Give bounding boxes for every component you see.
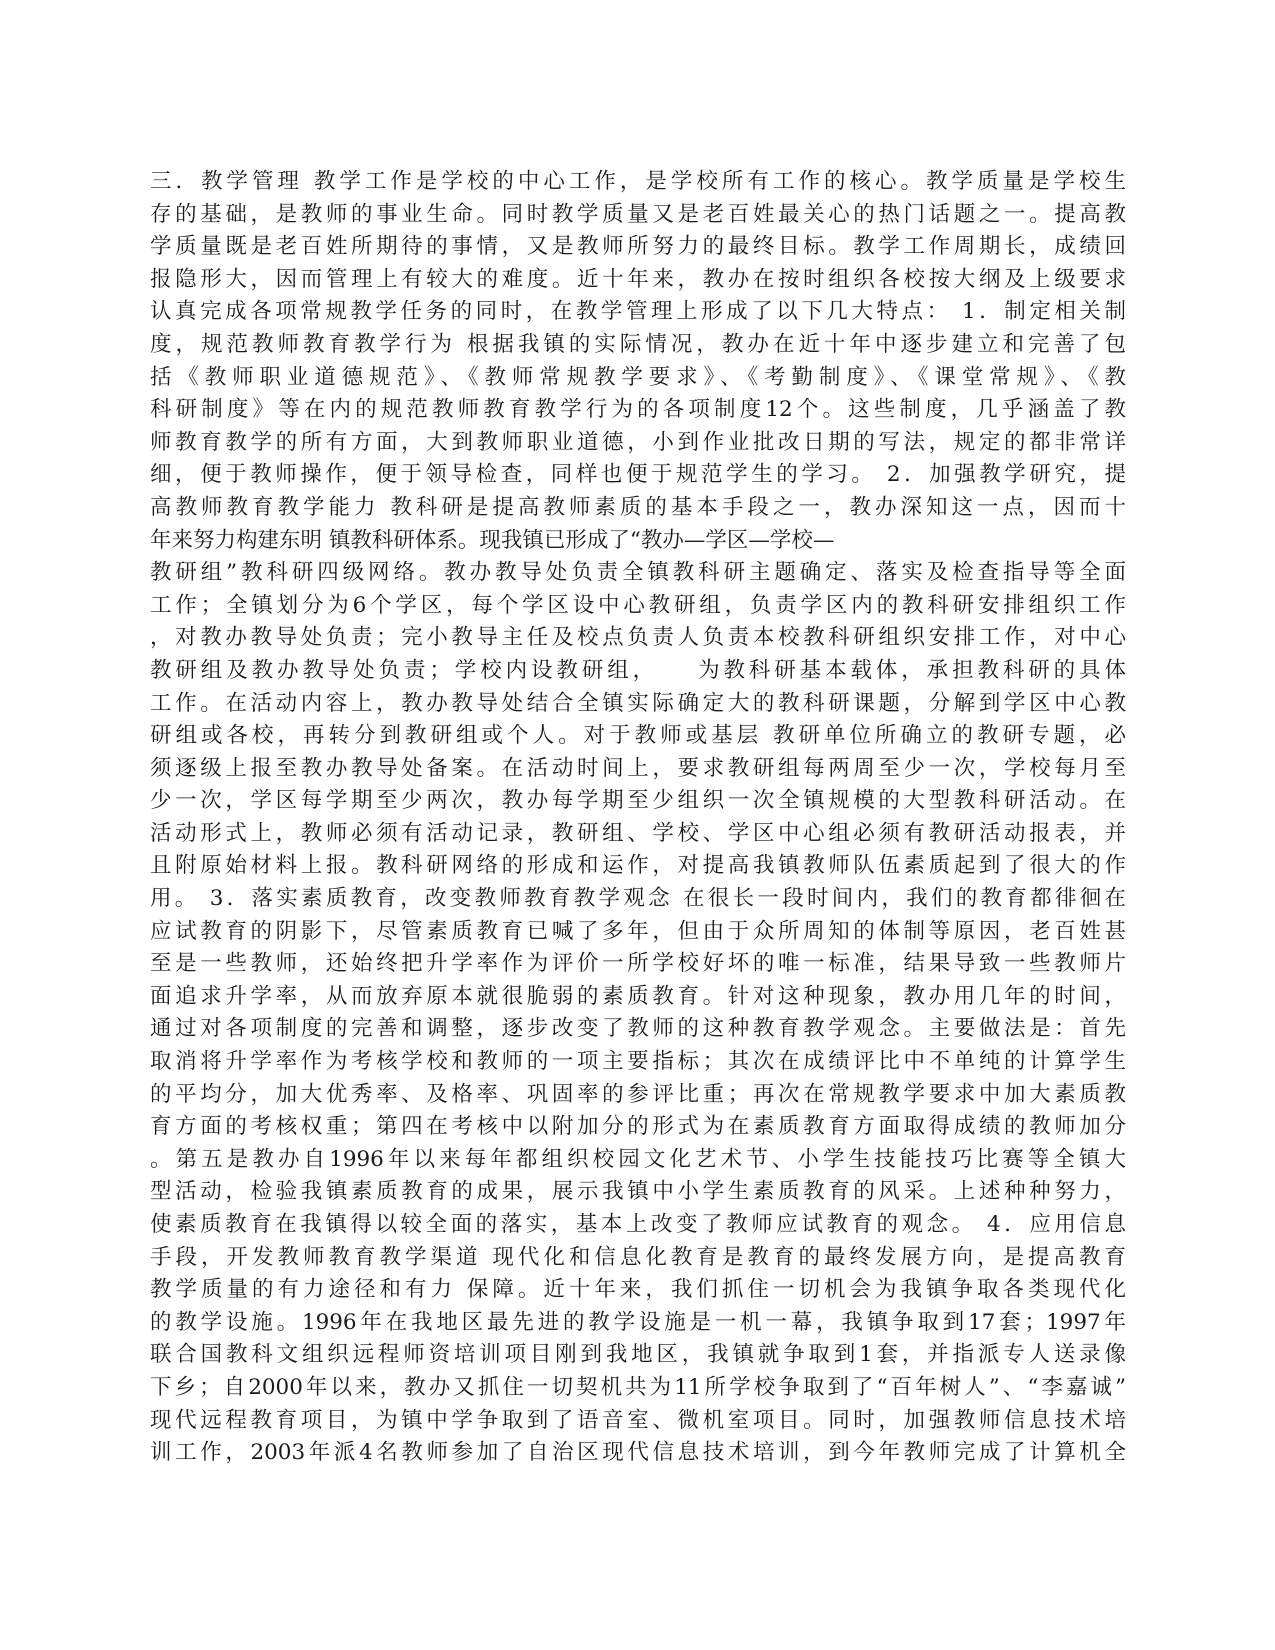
- text-line: 括《教师职业道德规范》、《教师常规教学要求》、《考勤制度》、《课堂常规》、《教: [150, 364, 1126, 390]
- text-line: 的教学设施。1996年在我地区最先进的教学设施是一机一幕，我镇争取到17套；1997年: [150, 1309, 1126, 1335]
- text-line: 师教育教学的所有方面，大到教师职业道德，小到作业批改日期的写法，规定的都非常详: [150, 429, 1126, 455]
- text-line: 须逐级上报至教办教导处备案。在活动时间上，要求教研组每两周至少一次，学校每月至: [150, 755, 1126, 781]
- document-body: [150, 166, 1126, 1470]
- text-line: 联合国教科文组织远程师资培训项目刚到我地区，我镇就争取到1套，并指派专人送录像: [150, 1342, 1126, 1368]
- text-line: 手段，开发教师教育教学渠道 现代化和信息化教育是教育的最终发展方向，是提高教育: [150, 1244, 1126, 1270]
- text-line: 度，规范教师教育教学行为 根据我镇的实际情况，教办在近十年中逐步建立和完善了包: [150, 331, 1126, 357]
- text-line: 研组或各校，再转分到教研组或个人。对于教师或基层 教研单位所确立的教研专题，必: [150, 723, 1126, 749]
- text-line: 细，便于教师操作，便于领导检查，同样也便于规范学生的学习。 2．加强教学研究，提: [150, 462, 1126, 488]
- text-line: 下乡；自2000年以来，教办又抓住一切契机共为11所学校争取到了“百年树人”、“李嘉诚”: [150, 1374, 1126, 1400]
- text-line: 用。 3．落实素质教育，改变教师教育教学观念 在很长一段时间内，我们的教育都徘徊在: [150, 886, 1126, 912]
- text-line: 至是一些教师，还始终把升学率作为评价一所学校好坏的唯一标准，结果导致一些教师片: [150, 951, 1126, 977]
- text-line: 。第五是教办自1996年以来每年都组织校园文化艺术节、小学生技能技巧比赛等全镇大: [150, 1146, 1126, 1172]
- text-line: 年来努力构建东明 镇教科研体系。现我镇已形成了“教办—学区—学校—: [150, 527, 835, 553]
- text-line: 活动形式上，教师必须有活动记录，教研组、学校、学区中心组必须有教研活动报表，并: [150, 820, 1126, 846]
- text-line: 训工作，2003年派4名教师参加了自治区现代信息技术培训，到今年教师完成了计算机全: [150, 1440, 1126, 1466]
- text-line: ，对教办教导处负责；完小教导主任及校点负责人负责本校教科研组织安排工作，对中心: [150, 625, 1126, 651]
- text-line: 型活动，检验我镇素质教育的成果，展示我镇中小学生素质教育的风采。上述种种努力，: [150, 1179, 1126, 1205]
- text-line: 应试教育的阴影下，尽管素质教育已喊了多年，但由于众所周知的体制等原因，老百姓甚: [150, 918, 1126, 944]
- text-line: 取消将升学率作为考核学校和教师的一项主要指标；其次在成绩评比中不单纯的计算学生: [150, 1049, 1126, 1075]
- text-line: 工作。在活动内容上，教办教导处结合全镇实际确定大的教科研课题，分解到学区中心教: [150, 690, 1126, 716]
- text-line: 存的基础，是教师的事业生命。同时教学质量又是老百姓最关心的热门话题之一。提高教: [150, 201, 1126, 227]
- text-line: 通过对各项制度的完善和调整，逐步改变了教师的这种教育教学观念。主要做法是：首先: [150, 1016, 1126, 1042]
- text-line: 工作；全镇划分为6个学区，每个学区设中心教研组，负责学区内的教科研安排组织工作: [150, 592, 1126, 618]
- text-line: 教研组及教办教导处负责；学校内设教研组， 为教科研基本载体，承担教科研的具体: [150, 657, 1126, 683]
- text-line: 且附原始材料上报。教科研网络的形成和运作，对提高我镇教师队伍素质起到了很大的作: [150, 853, 1126, 879]
- text-line: 三．教学管理 教学工作是学校的中心工作，是学校所有工作的核心。教学质量是学校生: [150, 169, 1126, 194]
- text-line: 面追求升学率，从而放弃原本就很脆弱的素质教育。针对这种现象，教办用几年的时间，: [150, 983, 1126, 1009]
- text-line: 科研制度》等在内的规范教师教育教学行为的各项制度12个。这些制度，几乎涵盖了教: [150, 397, 1126, 423]
- text-line: 高教师教育教学能力 教科研是提高教师素质的基本手段之一，教办深知这一点，因而十: [150, 494, 1126, 520]
- text-line: 现代远程教育项目，为镇中学争取到了语音室、微机室项目。同时，加强教师信息技术培: [150, 1407, 1126, 1433]
- text-line: 学质量既是老百姓所期待的事情，又是教师所努力的最终目标。教学工作周期长，成绩回: [150, 234, 1126, 260]
- text-line: 教研组”教科研四级网络。教办教导处负责全镇教科研主题确定、落实及检查指导等全面: [150, 560, 1126, 586]
- text-line: 的平均分，加大优秀率、及格率、巩固率的参评比重；再次在常规教学要求中加大素质教: [150, 1081, 1126, 1107]
- text-line: 育方面的考核权重；第四在考核中以附加分的形式为在素质教育方面取得成绩的教师加分: [150, 1114, 1126, 1140]
- text-line: 少一次，学区每学期至少两次，教办每学期至少组织一次全镇规模的大型教科研活动。在: [150, 788, 1126, 814]
- text-line: 使素质教育在我镇得以较全面的落实，基本上改变了教师应试教育的观念。 4．应用信息: [150, 1212, 1126, 1237]
- text-line: 认真完成各项常规教学任务的同时，在教学管理上形成了以下几大特点： 1．制定相关制: [150, 299, 1126, 325]
- text-line: 报隐形大，因而管理上有较大的难度。近十年来，教办在按时组织各校按大纲及上级要求: [150, 266, 1126, 292]
- text-line: 教学质量的有力途径和有力 保障。近十年来，我们抓住一切机会为我镇争取各类现代化: [150, 1277, 1126, 1303]
